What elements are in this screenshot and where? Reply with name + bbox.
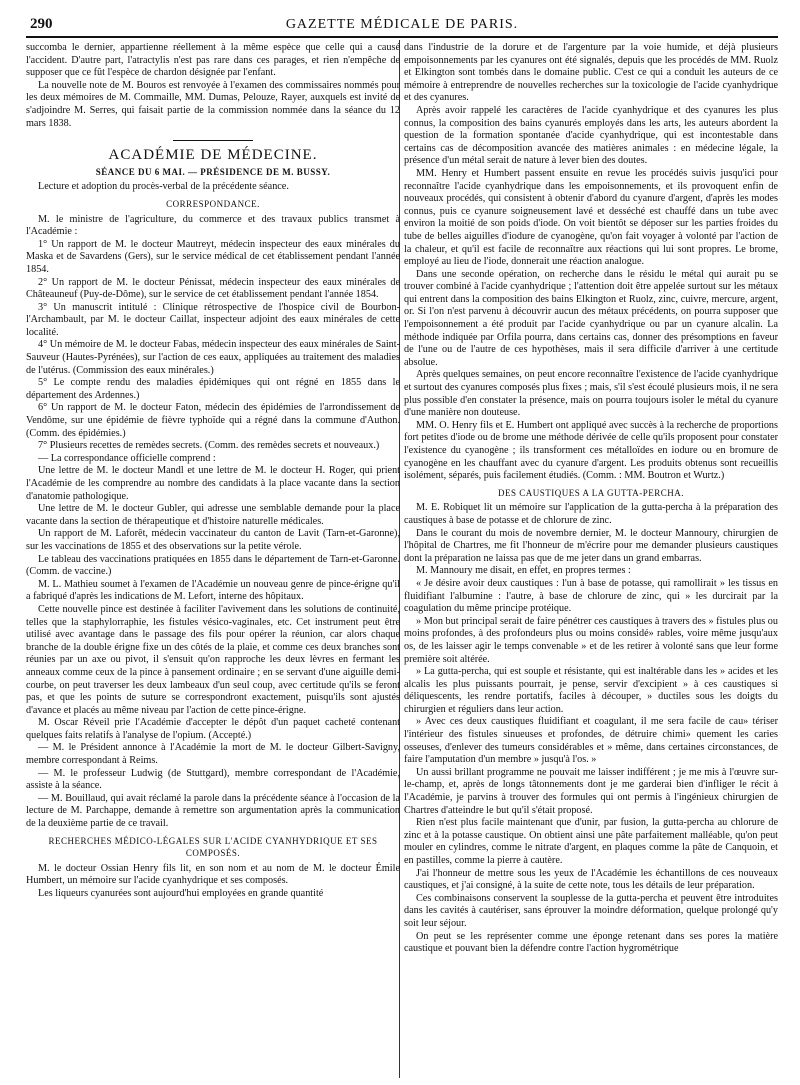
- paragraph: Un rapport de M. Laforêt, médecin vaccinateur du canton de Lavit (Tarn-et-Garonne), sur les vaccinations de 1855 et des observations sur la petite vérole.: [26, 528, 400, 552]
- paragraph: M. E. Robiquet lit un mémoire sur l'application de la gutta-percha à la préparation des caustiques à base de potasse et de chlorure de zinc.: [404, 502, 778, 526]
- correspondence-heading: CORRESPONDANCE.: [166, 198, 260, 209]
- page-number: 290: [30, 16, 53, 32]
- paragraph: succomba le dernier, appartienne réellement à la même espèce que celle qui a causé l'accident. D'autre part, l'atractylis n'est pas rare dans ces parages, et rien n'empêche de supposer que ce fût l'espèce de chardon désignée par l'enfant.: [26, 42, 400, 79]
- paragraph: Rien n'est plus facile maintenant que d'unir, par fusion, la gutta-percha au chlorure de zinc et à la potasse caustique. On obtient ainsi une pâte parfaitement malléable, qu'on peut mouler en cylindres, comme le nitrate d'argent, en plaques comme la pâte de Canquoin, et en pastilles, comme la pierre à cautère.: [404, 817, 778, 866]
- research-heading: RECHERCHES MÉDICO-LÉGALES SUR L'ACIDE CYANHYDRIQUE ET SES COMPOSÉS.: [48, 835, 378, 859]
- journal-title: GAZETTE MÉDICALE DE PARIS.: [285, 17, 519, 32]
- paragraph: Lecture et adoption du procès-verbal de la précédente séance.: [38, 181, 289, 193]
- paragraph: Ces combinaisons conservent la souplesse de la gutta-percha et peuvent être introduites dans les cavités à cautériser, sans éprouver la moindre déformation, quelque prolongé qu'y soit leur séjour.: [404, 892, 778, 929]
- list-item: 7° Plusieurs recettes de remèdes secrets. (Comm. des remèdes secrets et nouveaux.): [38, 440, 380, 452]
- quote-paragraph: » Avec ces deux caustiques fluidifiant et coagulant, il me sera facile de cau» tériser l'intérieur des fistules sinueuses et profondes, de détruire chimi» quement les caries osseuses, d'enlever des tumeurs considérables et » même, dans certaines circonstances, de faire l'amputation d'un membre » jusqu'à l'os. »: [404, 716, 778, 766]
- paragraph: Cette nouvelle pince est destinée à faciliter l'avivement dans les solutions de continuité, telles que la staphylorraphie, les fistules vésico-vaginales, etc. Cet instrument peut être utilisé avec avantage dans le passage des fils pour opérer la réunion, car alors chaque branche de la double érigne fixe un des côtés de la plaie, et comme ces deux branches sont réunies par un axe ou pivot, il s'ensuit qu'on rapproche les deux lèvres en fermant les anneaux comme ceux de la pince à pansement ordinaire ; en se servant d'une aiguille demi-courbe, on peut traverser les deux lambeaux d'un seul coup, avec certitude qu'ils se feront pas, et que les points de suture se correspondront exactement, puisqu'ils sont ajustés d'avance et placés au même niveau par l'action de cette pince-érigne.: [26, 603, 400, 716]
- list-item: 5° Le compte rendu des maladies épidémiques qui ont régné en 1855 dans le département des Ardennes.): [26, 377, 400, 401]
- paragraph: On peut se les représenter comme une éponge retenant dans ses pores la matière caustique et pouvant bien la défendre contre l'action hygrométrique: [404, 930, 778, 955]
- list-item: 1° Un rapport de M. le docteur Mautreyt, médecin inspecteur des eaux minérales du Maska et de Savardens (Gers), sur le service médical de cet établissement pendant l'année 1854.: [26, 238, 400, 275]
- quote-paragraph: « Je désire avoir deux caustiques : l'un à base de potasse, qui ramollirait » les tissus en fluidifiant l'albumine : l'autre, à base de chlorure de zinc, qui » les durcirait par la coagulation du même principe protéique.: [404, 577, 778, 615]
- paragraph: M. le ministre de l'agriculture, du commerce et des travaux publics transmet à l'Académie :: [26, 213, 400, 238]
- paragraph: — M. Bouillaud, qui avait réclamé la parole dans la précédente séance à l'occasion de la lecture de M. Parchappe, demande à remettre son argumentation après la communication de la deuxième partie de ce travail.: [26, 792, 400, 830]
- page-header: [26, 14, 778, 36]
- academy-heading: ACADÉMIE DE MÉDECINE.: [108, 147, 318, 164]
- paragraph: J'ai l'honneur de mettre sous les yeux de l'Académie les échantillons de ces nouveaux caustiques, et j'ai consigné, à la suite de cette note, tous les détails de leur préparation.: [404, 867, 778, 892]
- paragraph: Les liqueurs cyanurées sont aujourd'hui employées en grande quantité: [38, 888, 324, 899]
- paragraph: La nouvelle note de M. Bouros est renvoyée à l'examen des commissaires nommés pour les deux mémoires de M. Commaille, MM. Dumas, Pelouze, Rayer, auxquels est invité de s'adjoindre M. Serres, qui faisait partie de la commission nommée dans la séance du 12 mars 1838.: [26, 79, 400, 129]
- paragraph: Un aussi brillant programme ne pouvait me laisser indifférent ; je me mis à l'œuvre sur-le-champ, et, après de longs tâtonnements dont je me garderai bien d'infliger le récit à l'Académie, je parvins à trouver des formules qui ont permis à l'ingénieux chirurgien de Chartres d'atteindre le but qu'il s'était proposé.: [404, 766, 778, 816]
- list-item: 3° Un manuscrit intitulé : Clinique rétrospective de l'hospice civil de Bourbon-l'Archambault, par M. le docteur Caillat, inspecteur adjoint des eaux minérales de cette localité.: [26, 301, 400, 338]
- header-rule: [26, 36, 778, 38]
- right-column: [404, 42, 778, 1077]
- paragraph: M. Mannoury me disait, en effet, en propres termes :: [416, 565, 631, 577]
- paragraph: MM. Henry et Humbert passent ensuite en revue les procédés suivis jusqu'ici pour reconnaître l'acide cyanhydrique dans les empoisonnements, et ils provoquent enfin de nouveaux procédés, qui consistent à obtenir d'abord du cyanure d'argent, d'après les modes connus, puis ce cyanure soigneusement lavé et desséché est chauffé dans un tube avec environ la moitié de son poids d'iode. On voit bientôt se déposer sur les parties froides du tube de belles aiguilles d'iodure de cyanogène, qu'on fait voyager à volonté par l'action de la chaleur, et qu'il est facile de reconnaître aux réactions qui lui sont propres. Le brome, employé au lieu de l'iode, donnerait une réaction analogue.: [404, 167, 778, 268]
- caustics-heading: DES CAUSTIQUES A LA GUTTA-PERCHA.: [497, 487, 685, 498]
- paragraph: — M. le professeur Ludwig (de Stuttgard), membre correspondant de l'Académie, assiste à la séance.: [26, 767, 400, 792]
- paragraph: Dans une seconde opération, on recherche dans le résidu le métal qui aurait pu se trouver combiné à l'acide cyanhydrique ; l'attention doit être appelée surtout sur les métaux qui entrent dans la composition des bains Elkington et Ruolz, zinc, cuivre, mercure, argent, or. Si l'on n'est parvenu à découvrir aucun des métaux précédents, on pourra supposer que l'empoisonnement a été produit par l'acide cyanhydrique ou par un cyanure alcalin. La méthode indiquée par Orfila pourra, dans certains cas, donner des présomptions en faveur de l'une ou de l'autre de ces hypothèses, mais il sera difficile d'arriver à une certitude absolue.: [404, 268, 778, 368]
- paragraph: M. L. Mathieu soumet à l'examen de l'Académie un nouveau genre de pince-érigne qu'il a fabriqué d'après les indications de M. Lefort, interne des hôpitaux.: [26, 578, 400, 603]
- section-rule: [173, 140, 253, 141]
- paragraph: Après quelques semaines, on peut encore reconnaître l'existence de l'acide cyanhydrique et surtout des cyanures composés plus fixes ; mais, s'il s'est écoulé plusieurs mois, il ne sera plus possible d'en constater la présence, mais on pourra toujours isoler le métal du cyanure d'une manière non douteuse.: [404, 369, 778, 419]
- list-item: 4° Un mémoire de M. le docteur Fabas, médecin inspecteur des eaux minérales de Saint-Sauveur (Hautes-Pyrénées), sur l'action de ces eaux, appliquées au traitement des maladies de l'utérus. (Commission des eaux minérales.): [26, 339, 400, 376]
- paragraph: dans l'industrie de la dorure et de l'argenture par la voie humide, et déjà plusieurs empoisonnements par les cyanures ont été signalés, depuis que les procédés de MM. Ruolz et Elkington sont tombés dans le domaine public. C'est ce qui a conduit les auteurs de ce mémoire à entreprendre de nouvelles recherches sur la toxicologie de l'acide cyanhydrique et des cyanures.: [404, 42, 778, 104]
- paragraph: — M. le Président annonce à l'Académie la mort de M. le docteur Gilbert-Savigny, membre correspondant à Reims.: [26, 742, 400, 767]
- quote-paragraph: » Mon but principal serait de faire pénétrer ces caustiques à travers des » fistules plus ou moins profondes, à des profondeurs plus ou moins considé» rables, voire même jusqu'aux os, de les laisser agir le temps convenable » et de les retirer à volonté sans que leur forme première soit altérée.: [404, 615, 778, 665]
- paragraph: Dans le courant du mois de novembre dernier, M. le docteur Mannoury, chirurgien de l'hôpital de Chartres, me fit l'honneur de m'écrire pour me demander plusieurs caustiques dont la préparation ne laissa pas que de me jeter dans un grand embarras.: [404, 527, 778, 564]
- quote-paragraph: » La gutta-percha, qui est souple et résistante, qui est inaltérable dans les » acides et les alcalis les plus puissants pourrait, je pense, servir d'excipient » à ces caustiques si déliquescents, les rendre portatifs, faciles à découper, » ductiles sous les doigts du chirurgien et réguliers dans leur action.: [404, 666, 778, 715]
- paragraph: Après avoir rappelé les caractères de l'acide cyanhydrique et des cyanures les plus connus, la composition des bains cyanurés employés dans les arts, les auteurs abordent la question de la formation spontanée d'acide cyanhydrique, qui est incontestable dans certains cas de décomposition avancée des matières animales : en médecine légale, la présence d'un métal serait de nature à lever bien des doutes.: [404, 104, 778, 167]
- paragraph: Le tableau des vaccinations pratiquées en 1855 dans le département de Tarn-et-Garonne. (Comm. de vaccine.): [26, 553, 400, 578]
- paragraph: MM. O. Henry fils et E. Humbert ont appliqué avec succès à la recherche de proportions fort petites d'iode ou de brome une méthode dérivée de celle qu'ils proposent pour constater l'existence du cyanogène ; ils transforment ces métalloïdes en iodure ou en bromure de cyanogène en les chauffant avec du cyanure d'argent. Les produits obtenus sont recueillis isolément, séparés, puis facilement étudiés. (Comm. : MM. Boutron et Wurtz.): [404, 419, 778, 482]
- list-item: 6° Un rapport de M. le docteur Faton, médecin des épidémies de l'arrondissement de Vendôme, sur une épidémie de fièvre typhoïde qui a régné dans la commune d'Authon. (Comm. des épidémies.): [26, 402, 400, 439]
- paragraph: — La correspondance officielle comprend :: [38, 452, 216, 464]
- paragraph: M. le docteur Ossian Henry fils lit, en son nom et au nom de M. le docteur Émile Humbert, un mémoire sur l'acide cyanhydrique et ses composés.: [26, 862, 400, 887]
- paragraph: Une lettre de M. le docteur Mandl et une lettre de M. le docteur H. Roger, qui prient l'Académie de les comprendre au nombre des candidats à la place vacante dans la section d'anatomie pathologique.: [26, 465, 400, 502]
- paragraph: Une lettre de M. le docteur Gubler, qui adresse une semblable demande pour la place vacante dans la section de thérapeutique et d'histoire naturelle médicales.: [26, 503, 400, 527]
- left-column: [26, 42, 400, 1077]
- paragraph: M. Oscar Réveil prie l'Académie d'accepter le dépôt d'un paquet cacheté contenant quelques faits relatifs à l'analyse de l'opium. (Accepté.): [26, 717, 400, 741]
- list-item: 2° Un rapport de M. le docteur Pénissat, médecin inspecteur des eaux minérales de Châteauneuf (Puy-de-Dôme), sur le service de cet établissement pendant l'année 1854.: [26, 276, 400, 301]
- session-heading: SÉANCE DU 6 MAI. — PRÉSIDENCE DE M. BUSSY.: [95, 166, 331, 177]
